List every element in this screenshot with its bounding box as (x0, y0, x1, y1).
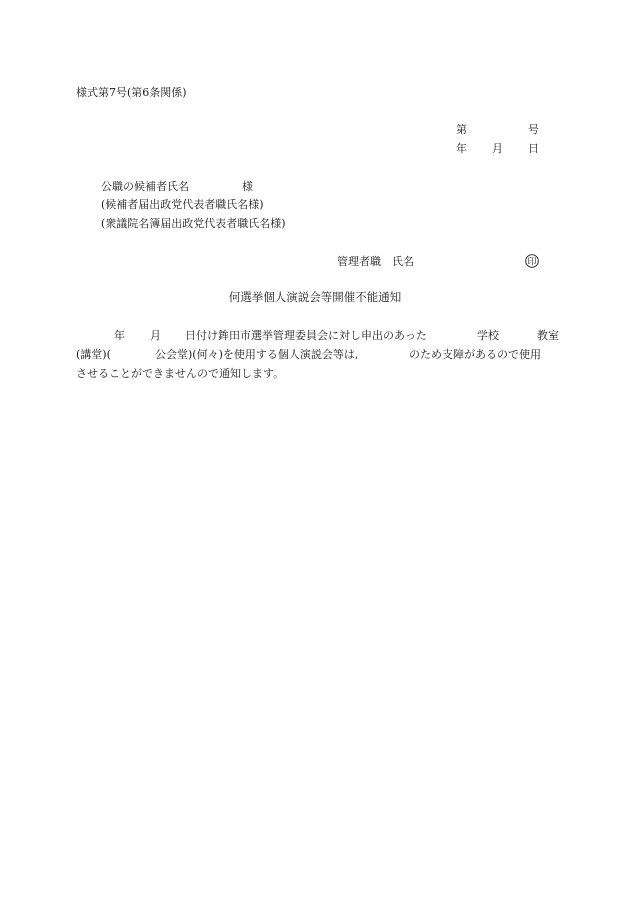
body-notice-text: させることができませんので通知します。 (76, 367, 285, 380)
addressee-candidate-name: 公職の候補者氏名 (101, 180, 189, 193)
seal-char: 印 (527, 257, 537, 268)
body-classroom-label: 教室 (537, 329, 559, 342)
date-year-label: 年 (456, 142, 467, 155)
body-request-text: 日付け鉾田市選挙管理委員会に対し申出のあった (185, 329, 427, 342)
addressee-party-representative: (候補者届出政党代表者職氏名様) (101, 198, 264, 211)
addressee-list-party-representative: (衆議院名簿届出政党代表者職氏名様) (101, 217, 286, 230)
body-school-label: 学校 (477, 329, 499, 342)
document-number-prefix: 第 (456, 123, 467, 136)
form-number: 様式第7号(第6条関係) (76, 86, 187, 99)
body-hall-label: (講堂)( (76, 348, 111, 361)
addressee-honorific: 様 (242, 180, 253, 193)
body-month-label: 月 (150, 329, 161, 342)
body-line-1 (76, 330, 562, 349)
body-line-3 (76, 368, 562, 387)
document-title: 何選挙個人演説会等開催不能通知 (228, 290, 402, 304)
body-year-label: 年 (114, 329, 125, 342)
body-obstacle-text: のため支障があるので使用 (409, 348, 541, 361)
seal-icon-graphic (525, 254, 539, 268)
body-paragraph (76, 330, 562, 387)
date-month-label: 月 (492, 142, 503, 155)
date-day-label: 日 (528, 142, 539, 155)
body-public-hall-text: 公会堂)(何々)を使用する個人演説会等は, (155, 348, 359, 361)
sender-title-name: 管理者職 氏名 (337, 255, 414, 268)
document-number-suffix: 号 (528, 123, 539, 136)
body-line-2 (76, 349, 562, 368)
seal-icon (525, 254, 539, 268)
